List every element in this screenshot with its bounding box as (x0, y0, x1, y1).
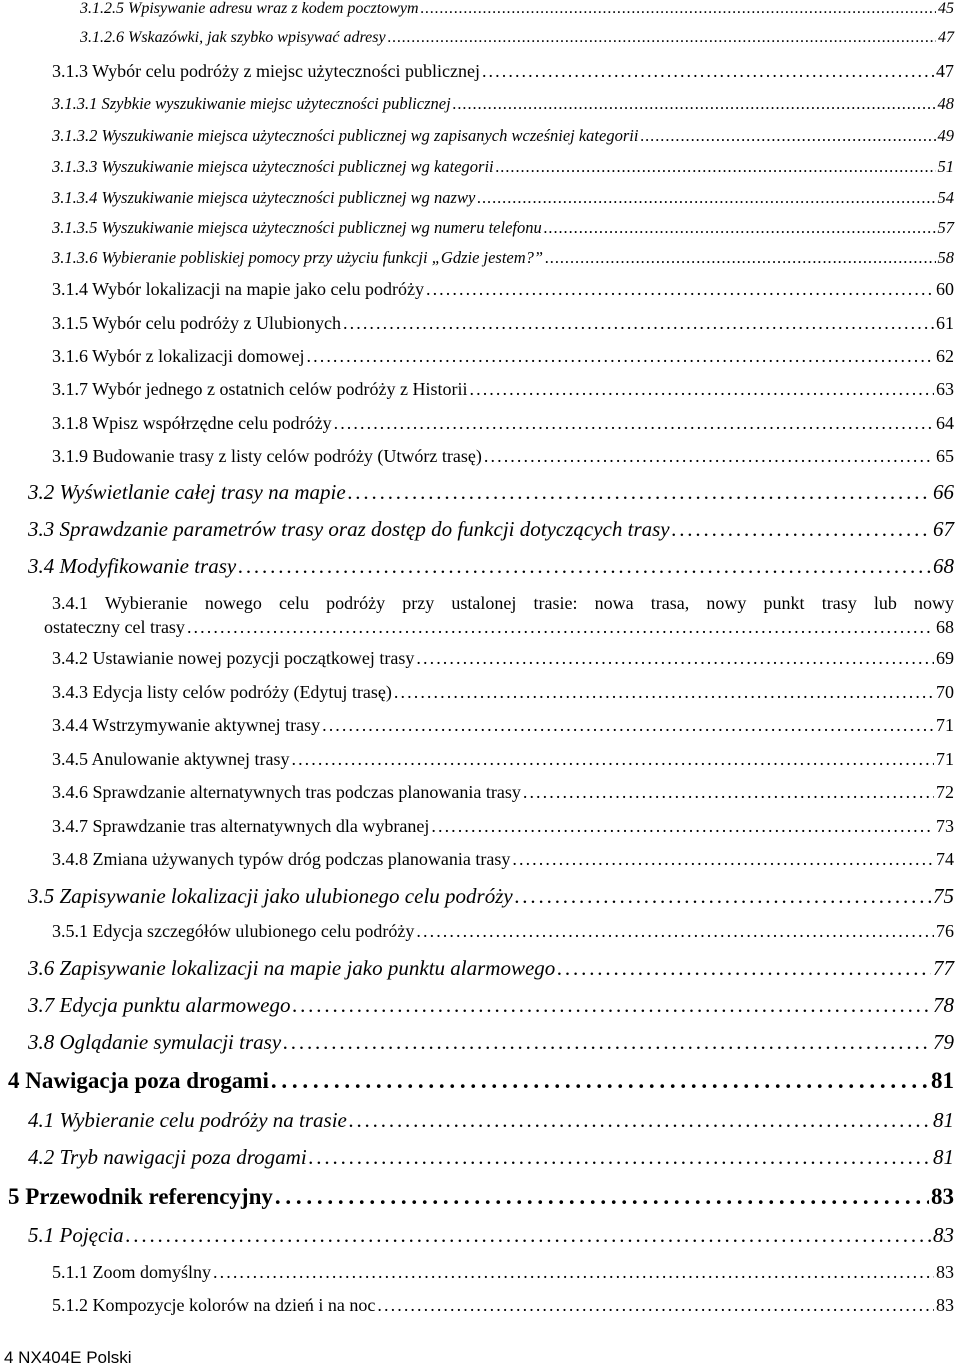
toc-entry[interactable] (28, 884, 954, 909)
toc-entry-title: 3.1.7 Wybór jednego z ostatnich celów podróży z Historii (52, 379, 468, 399)
toc-entry[interactable] (28, 956, 954, 981)
dot-leader (470, 379, 935, 400)
toc-entry-page: 76 (936, 921, 954, 941)
toc-entry-title: 3.4 Modyfikowanie trasy (28, 554, 237, 578)
toc-entry-title: 3.1.3.6 Wybieranie pobliskiej pomocy przy użyciu funkcji „Gdzie jestem?” (52, 248, 544, 267)
toc-entry-page: 81 (933, 1145, 954, 1169)
toc-entry-page: 78 (933, 993, 954, 1017)
dot-leader (512, 849, 934, 870)
toc-entry-title: 3.4.6 Sprawdzanie alternatywnych tras podczas planowania trasy (52, 782, 521, 802)
toc-entry[interactable] (52, 279, 954, 300)
toc-entry-title: 3.4.4 Wstrzymywanie aktywnej trasy (52, 715, 321, 735)
dot-leader (544, 218, 936, 238)
toc-entry-page: 63 (936, 379, 954, 399)
dot-leader (515, 884, 931, 909)
dot-leader (453, 94, 936, 114)
toc-entry-title-continued: ostateczny cel trasy (44, 617, 185, 637)
toc-entry[interactable] (80, 29, 954, 47)
toc-entry[interactable] (52, 346, 954, 367)
dot-leader (275, 1184, 929, 1210)
dot-leader (416, 648, 934, 669)
toc-entry-page: 77 (933, 956, 954, 980)
dot-leader (557, 956, 931, 981)
toc-entry[interactable] (52, 126, 954, 146)
toc-entry[interactable] (28, 1030, 954, 1055)
dot-leader (416, 921, 934, 942)
toc-entry-title: 5 Przewodnik referencyjny (8, 1184, 273, 1209)
toc-entry[interactable] (52, 849, 954, 870)
toc-entry[interactable] (52, 248, 954, 268)
toc-entry-page: 54 (937, 188, 954, 207)
toc-entry-page: 65 (936, 446, 954, 466)
toc-entry-title: 3.5.1 Edycja szczegółów ulubionego celu podróży (52, 921, 415, 941)
toc-entry-title: 3.7 Edycja punktu alarmowego (28, 993, 291, 1017)
dot-leader (484, 446, 934, 467)
toc-entry-page: 83 (933, 1223, 954, 1247)
toc-entry[interactable] (52, 921, 954, 942)
toc-entry-title: 3.8 Oglądanie symulacji trasy (28, 1030, 282, 1054)
toc-entry-title: 3.4.8 Zmiana używanych typów dróg podczas planowania trasy (52, 849, 511, 869)
dot-leader (322, 715, 934, 736)
toc-entry[interactable] (52, 749, 954, 770)
toc-entry[interactable] (80, 0, 954, 18)
toc-entry-title: 3.1.3.4 Wyszukiwanie miejsca użyteczności publicznej wg nazwy (52, 188, 476, 207)
toc-entry-title: 3.1.9 Budowanie trasy z listy celów podróży (Utwórz trasę) (52, 446, 482, 466)
dot-leader (238, 554, 931, 579)
toc-entry-title: 3.1.5 Wybór celu podróży z Ulubionych (52, 313, 342, 333)
toc-entry-page: 81 (931, 1068, 954, 1093)
toc-entry-title: 3.5 Zapisywanie lokalizacji jako ulubionego celu podróży (28, 884, 513, 908)
toc-entry-title: 5.1.2 Kompozycje kolorów na dzień i na noc (52, 1295, 376, 1315)
toc-entry-page: 74 (936, 849, 954, 869)
dot-leader (291, 749, 934, 770)
toc-entry-page: 68 (936, 617, 954, 637)
toc-entry-title: 3.1.3.5 Wyszukiwanie miejsca użyteczności publicznej wg numeru telefonu (52, 218, 542, 237)
page-footer: 4 NX404E Polski (4, 1348, 132, 1367)
toc-entry-title: 3.4.7 Sprawdzanie tras alternatywnych dla wybranej (52, 816, 430, 836)
toc-entry[interactable] (52, 648, 954, 669)
toc-entry-page: 68 (933, 554, 954, 578)
toc-entry-page: 47 (936, 61, 954, 81)
toc-entry[interactable] (52, 682, 954, 703)
toc-entry[interactable] (52, 1262, 954, 1283)
toc-entry-page: 61 (936, 313, 954, 333)
toc-entry-page: 64 (936, 413, 954, 433)
toc-entry[interactable] (52, 157, 954, 177)
dot-leader (388, 29, 936, 47)
toc-entry[interactable] (52, 94, 954, 114)
dot-leader (292, 993, 931, 1018)
toc-entry-title: 3.4.2 Ustawianie nowej pozycji początkowej trasy (52, 648, 415, 668)
dot-leader (307, 346, 934, 367)
dot-leader (348, 480, 931, 505)
toc-entry[interactable] (28, 1145, 954, 1170)
toc-entry[interactable] (28, 554, 954, 579)
toc-entry-title: 3.1.3 Wybór celu podróży z miejsc użyteczności publicznej (52, 61, 480, 81)
toc-entry-title: 5.1.1 Zoom domyślny (52, 1262, 212, 1282)
toc-entry-page: 66 (933, 480, 954, 504)
toc-entry-page: 71 (936, 715, 954, 735)
toc-entry[interactable] (52, 782, 954, 803)
toc-entry[interactable] (52, 1295, 954, 1316)
toc-entry-title: 5.1 Pojęcia (28, 1223, 124, 1247)
toc-entry[interactable] (52, 715, 954, 736)
dot-leader (477, 188, 935, 208)
toc-entry[interactable] (44, 591, 954, 639)
dot-leader (523, 782, 934, 803)
toc-entry[interactable] (52, 61, 954, 82)
toc-entry-page: 83 (931, 1184, 954, 1209)
dot-leader (271, 1068, 929, 1094)
toc-entry-title: 3.1.3.2 Wyszukiwanie miejsca użyteczności publicznej wg zapisanych wcześniej kategorii (52, 126, 639, 145)
dot-leader (283, 1030, 931, 1055)
toc-entry[interactable] (8, 1184, 954, 1210)
toc-entry-page: 81 (933, 1108, 954, 1132)
toc-entry-page: 67 (933, 517, 954, 541)
toc-entry-page: 72 (936, 782, 954, 802)
dot-leader (334, 413, 934, 434)
toc-entry-title: 3.6 Zapisywanie lokalizacji na mapie jako punktu alarmowego (28, 956, 556, 980)
toc-entry[interactable] (28, 1223, 954, 1248)
dot-leader (126, 1223, 931, 1248)
dot-leader (426, 279, 934, 300)
toc-entry-page: 62 (936, 346, 954, 366)
toc-entry[interactable] (28, 480, 954, 505)
toc-entry[interactable] (52, 188, 954, 208)
toc-entry-page: 47 (938, 29, 954, 46)
toc-entry[interactable] (28, 1108, 954, 1133)
dot-leader (343, 313, 934, 334)
toc-entry-title: 3.1.3.1 Szybkie wyszukiwanie miejsc użyteczności publicznej (52, 94, 451, 113)
toc-entry-page: 51 (937, 157, 954, 176)
toc-entry-page: 75 (933, 884, 954, 908)
dot-leader (431, 816, 934, 837)
toc-entry-title: 3.1.3.3 Wyszukiwanie miejsca użyteczności publicznej wg kategorii (52, 157, 494, 176)
toc-entry-title: 3.4.3 Edycja listy celów podróży (Edytuj trasę) (52, 682, 392, 702)
toc-entry-title: 3.1.6 Wybór z lokalizacji domowej (52, 346, 305, 366)
dot-leader (187, 615, 934, 639)
dot-leader (309, 1145, 931, 1170)
toc-entry-title: 3.1.2.6 Wskazówki, jak szybko wpisywać adresy (80, 29, 386, 46)
toc-entry-page: 70 (936, 682, 954, 702)
toc-entry-page: 48 (937, 94, 954, 113)
dot-leader (640, 126, 935, 146)
toc-entry-title: 3.4.5 Anulowanie aktywnej trasy (52, 749, 290, 769)
toc-entry-title: 4.2 Tryb nawigacji poza drogami (28, 1145, 307, 1169)
toc-entry[interactable] (28, 517, 954, 542)
toc-entry-title: 3.3 Sprawdzanie parametrów trasy oraz dostęp do funkcji dotyczących trasy (28, 517, 670, 541)
dot-leader (213, 1262, 934, 1283)
dot-leader (545, 248, 935, 268)
toc-entry-title: 4 Nawigacja poza drogami (8, 1068, 269, 1093)
toc-entry-title: 4.1 Wybieranie celu podróży na trasie (28, 1108, 347, 1132)
toc-entry[interactable] (52, 816, 954, 837)
toc-entry-page: 71 (936, 749, 954, 769)
toc-entry[interactable] (8, 1068, 954, 1094)
toc-entry[interactable] (52, 413, 954, 434)
dot-leader (394, 682, 934, 703)
toc-entry-page: 79 (933, 1030, 954, 1054)
toc-entry-title: 3.1.2.5 Wpisywanie adresu wraz z kodem pocztowym (80, 0, 419, 17)
toc-entry-page: 73 (936, 816, 954, 836)
toc-entry-page: 83 (936, 1262, 954, 1282)
toc-entry-page: 45 (938, 0, 954, 17)
toc-entry-page: 60 (936, 279, 954, 299)
dot-leader (496, 157, 936, 177)
toc-entry-page: 69 (936, 648, 954, 668)
toc-entry[interactable] (52, 379, 954, 400)
toc-entry-page: 58 (937, 248, 954, 267)
toc-entry[interactable] (52, 218, 954, 238)
toc-entry-title: 3.4.1 Wybieranie nowego celu podróży przy ustalonej trasie: nowa trasa, nowy punkt trasy lub nowy (52, 593, 954, 613)
dot-leader (349, 1108, 931, 1133)
toc-entry-page: 49 (937, 126, 954, 145)
dot-leader (672, 517, 931, 542)
dot-leader (421, 0, 937, 18)
toc-entry[interactable] (52, 446, 954, 467)
toc-entry-title: 3.1.8 Wpisz współrzędne celu podróży (52, 413, 332, 433)
toc-entry-page: 57 (937, 218, 954, 237)
toc-entry[interactable] (52, 313, 954, 334)
toc-entry-title: 3.2 Wyświetlanie całej trasy na mapie (28, 480, 346, 504)
toc-entry-page: 83 (936, 1295, 954, 1315)
dot-leader (482, 61, 934, 82)
toc-entry-title: 3.1.4 Wybór lokalizacji na mapie jako celu podróży (52, 279, 424, 299)
dot-leader (377, 1295, 934, 1316)
toc-entry[interactable] (28, 993, 954, 1018)
